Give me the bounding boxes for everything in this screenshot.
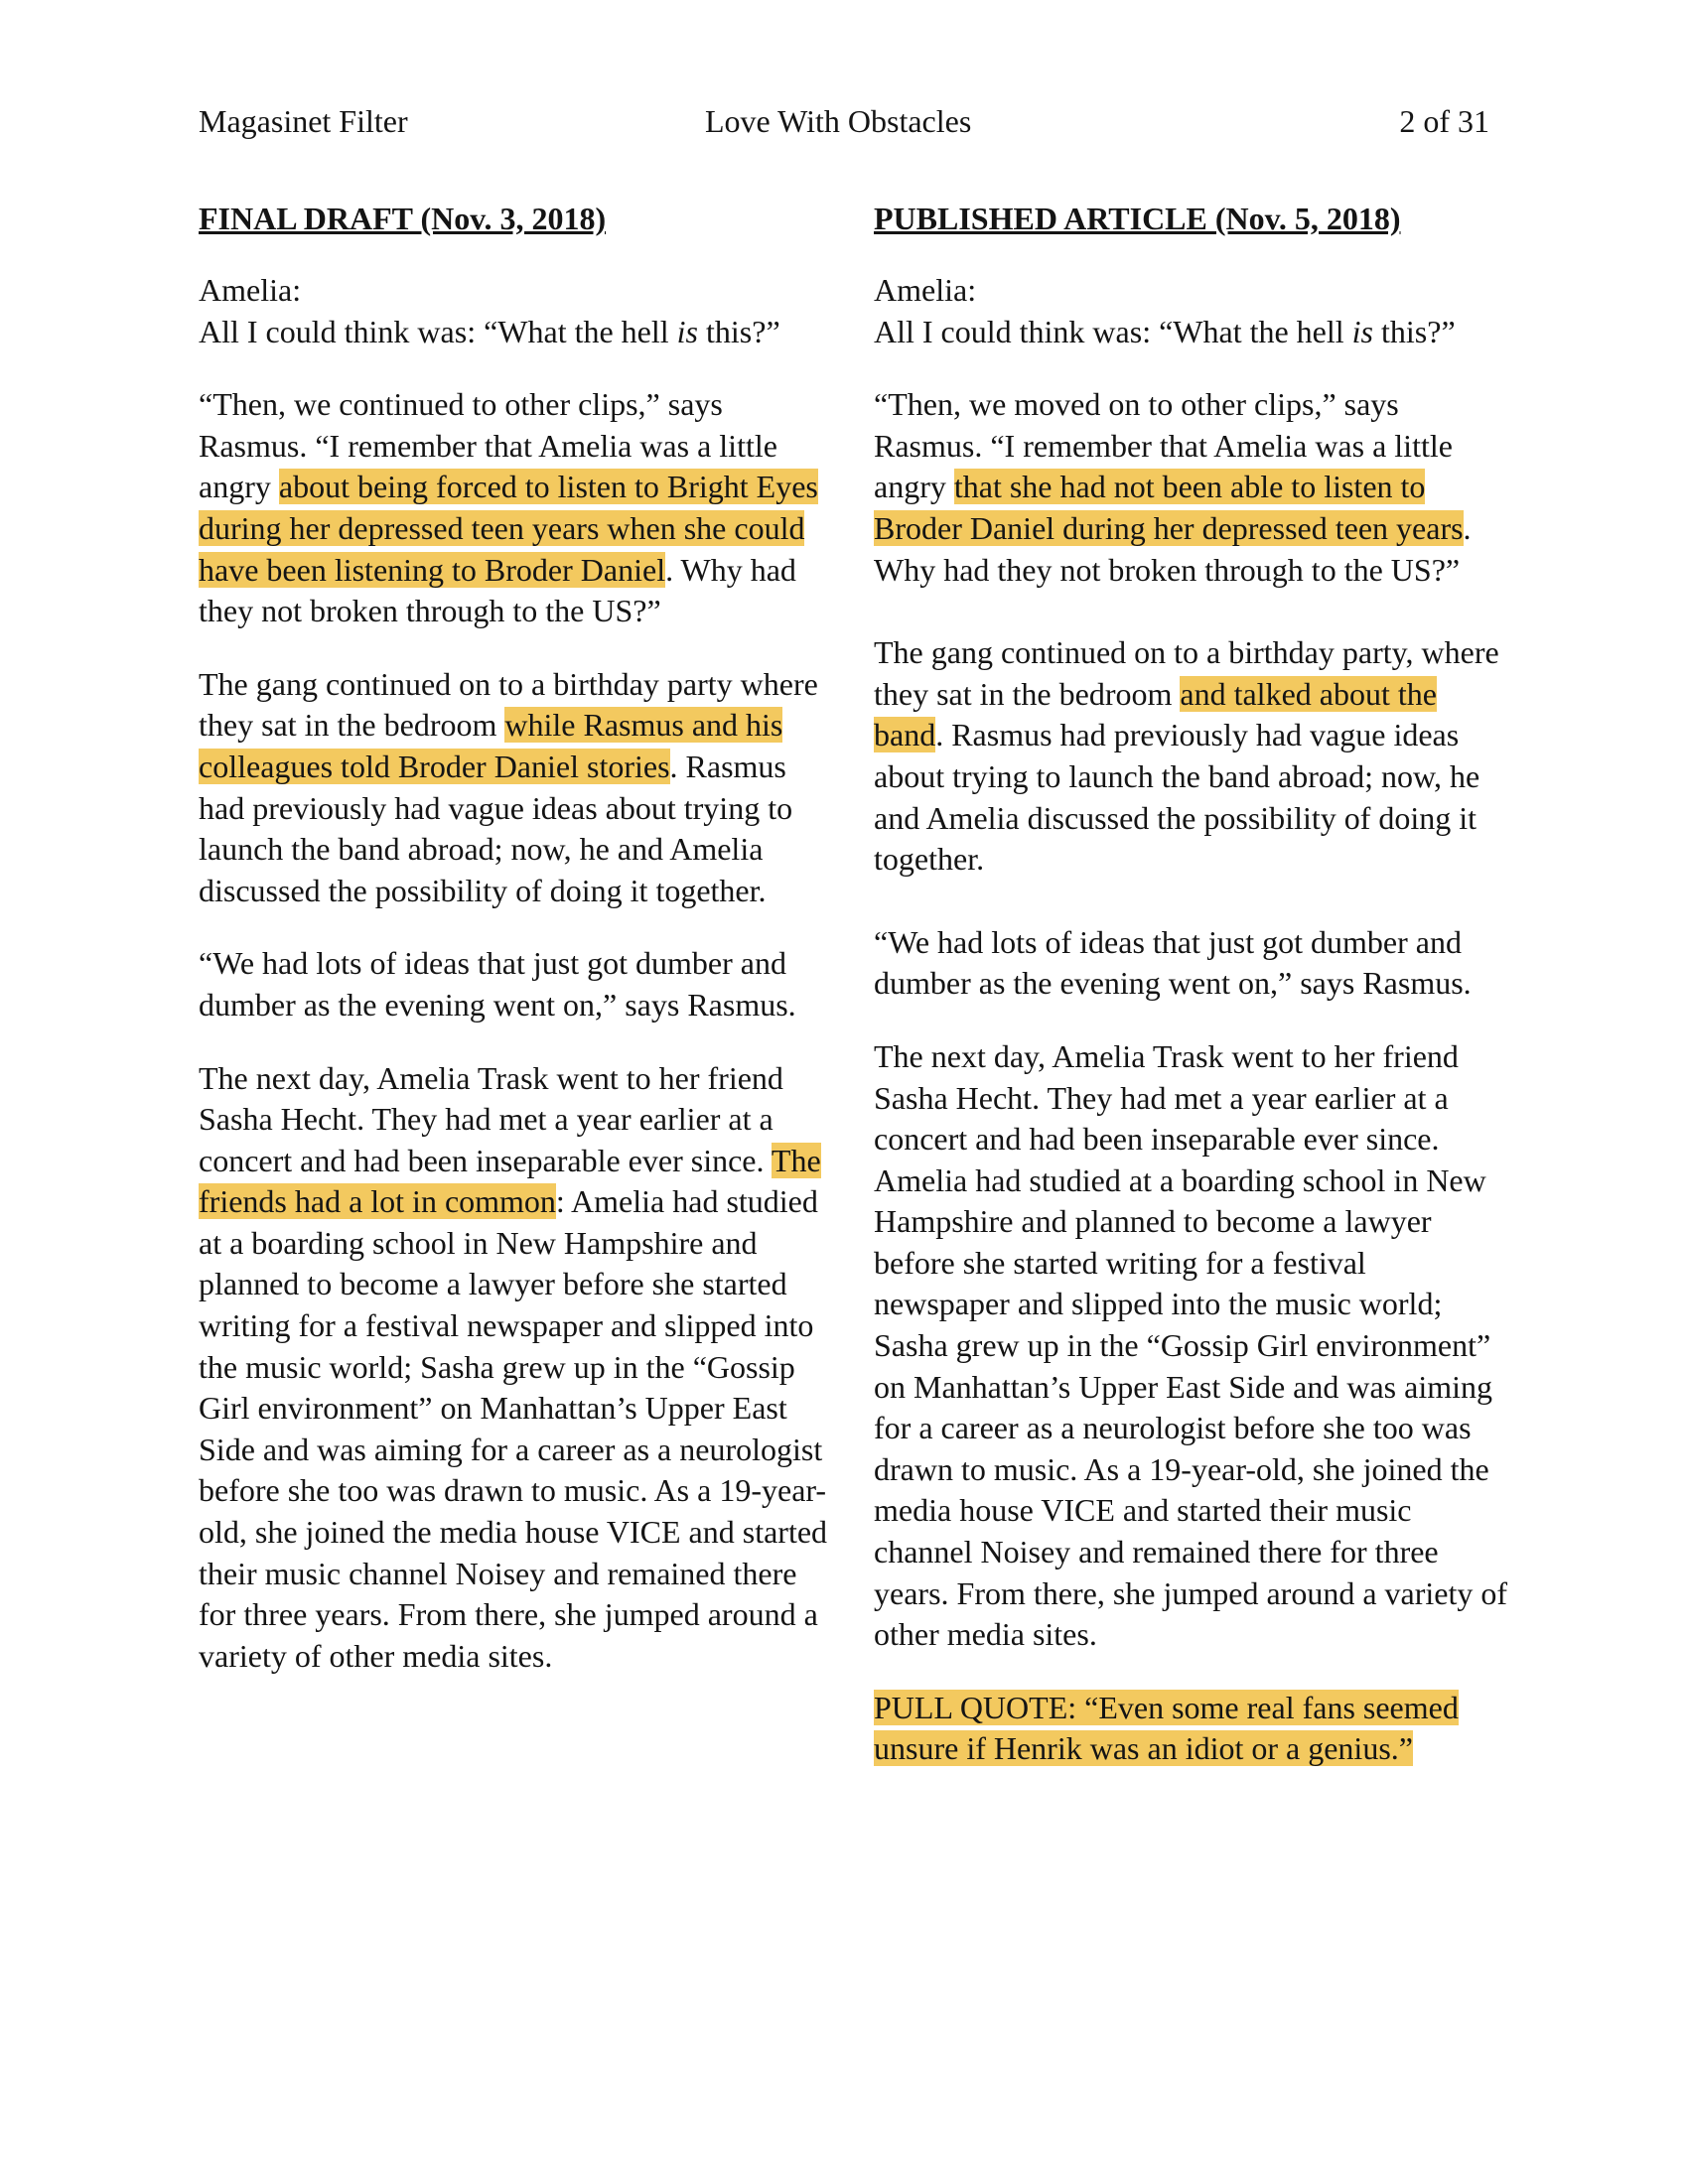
published-article-heading: PUBLISHED ARTICLE (Nov. 5, 2018): [874, 201, 1401, 236]
header-title: Love With Obstacles: [705, 103, 972, 139]
final-draft-column: [199, 199, 834, 1708]
published-paragraph-1: Amelia: All I could think was: “What the hell is this?”: [874, 272, 1456, 349]
spacer: [874, 622, 1509, 632]
published-paragraph-3: The gang continued on to a birthday party, where they sat in the bedroom and talked about the band. Rasmus had previously had vague ideas about trying to launch the band abroad; now, he and Amelia discussed the possibility of doing it together.: [874, 634, 1499, 878]
final-draft-paragraph-1: Amelia: All I could think was: “What the hell is this?”: [199, 272, 780, 349]
final-draft-paragraph-2: “Then, we continued to other clips,” says Rasmus. “I remember that Amelia was a little angry about being forced to listen to Bright Eyes during her depressed teen years when she could have been listening to Broder Daniel. Why had they not broken through to the US?”: [199, 386, 818, 629]
header-page-number: 2 of 31: [1399, 103, 1489, 139]
final-draft-paragraph-5: The next day, Amelia Trask went to her friend Sasha Hecht. They had met a year earlier at a concert and had been inseparable ever since. The friends had a lot in common: Amelia had studied at a boarding school in New Hampshire and planned to become a lawyer before she started writing for a festival newspaper and slipped into the music world; Sasha grew up in the “Gossip Girl environment” on Manhattan’s Upper East Side and was aiming for a career as a neurologist before she too was drawn to music. As a 19-year-old, she joined the media house VICE and started their music channel Noisey and remained there for three years. From there, she jumped around a variety of other media sites.: [199, 1059, 828, 1674]
final-draft-paragraph-3: The gang continued on to a birthday party where they sat in the bedroom while Rasmus and his colleagues told Broder Daniel stories. Rasmus had previously had vague ideas about trying to launch the band abroad; now, he and Amelia discussed the possibility of doing it together.: [199, 665, 818, 908]
highlighted-change: about being forced to listen to Bright Eyes during her depressed teen years when she could have been listening to Broder Daniel: [199, 469, 818, 588]
final-draft-paragraph-4: “We had lots of ideas that just got dumber and dumber as the evening went on,” says Rasmus.: [199, 945, 796, 1023]
published-article-column: [874, 199, 1509, 1802]
highlighted-change: The friends had a lot in common: [199, 1142, 821, 1220]
highlighted-change: and talked about the band: [874, 675, 1437, 753]
published-paragraph-4: “We had lots of ideas that just got dumber and dumber as the evening went on,” says Rasmus.: [874, 923, 1472, 1002]
pull-quote: PULL QUOTE: “Even some real fans seemed unsure if Henrik was an idiot or a genius.”: [874, 1689, 1459, 1767]
published-paragraph-2: “Then, we moved on to other clips,” says Rasmus. “I remember that Amelia was a little angry that she had not been able to listen to Broder Daniel during her depressed teen years. Why had they not broken through to the US?”: [874, 386, 1472, 588]
published-paragraph-5: The next day, Amelia Trask went to her friend Sasha Hecht. They had met a year earlier at a concert and had been inseparable ever since. Amelia had studied at a boarding school in New Hampshire and planned to become a lawyer before she started writing for a festival newspaper and slipped into the music world; Sasha grew up in the “Gossip Girl environment” on Manhattan’s Upper East Side and was aiming for a career as a neurologist before she too was drawn to music. As a 19-year-old, she joined the media house VICE and started their music channel Noisey and remained there for three years. From there, she jumped around a variety of other media sites.: [874, 1037, 1508, 1653]
speaker-label: Amelia:: [199, 272, 302, 308]
highlighted-change: that she had not been able to listen to Broder Daniel during her depressed teen years: [874, 469, 1464, 546]
spacer: [874, 912, 1509, 922]
speaker-label: Amelia:: [874, 272, 977, 308]
header-publication: Magasinet Filter: [199, 103, 408, 139]
highlighted-change: while Rasmus and his colleagues told Broder Daniel stories: [199, 707, 783, 784]
final-draft-heading: FINAL DRAFT (Nov. 3, 2018): [199, 201, 607, 236]
